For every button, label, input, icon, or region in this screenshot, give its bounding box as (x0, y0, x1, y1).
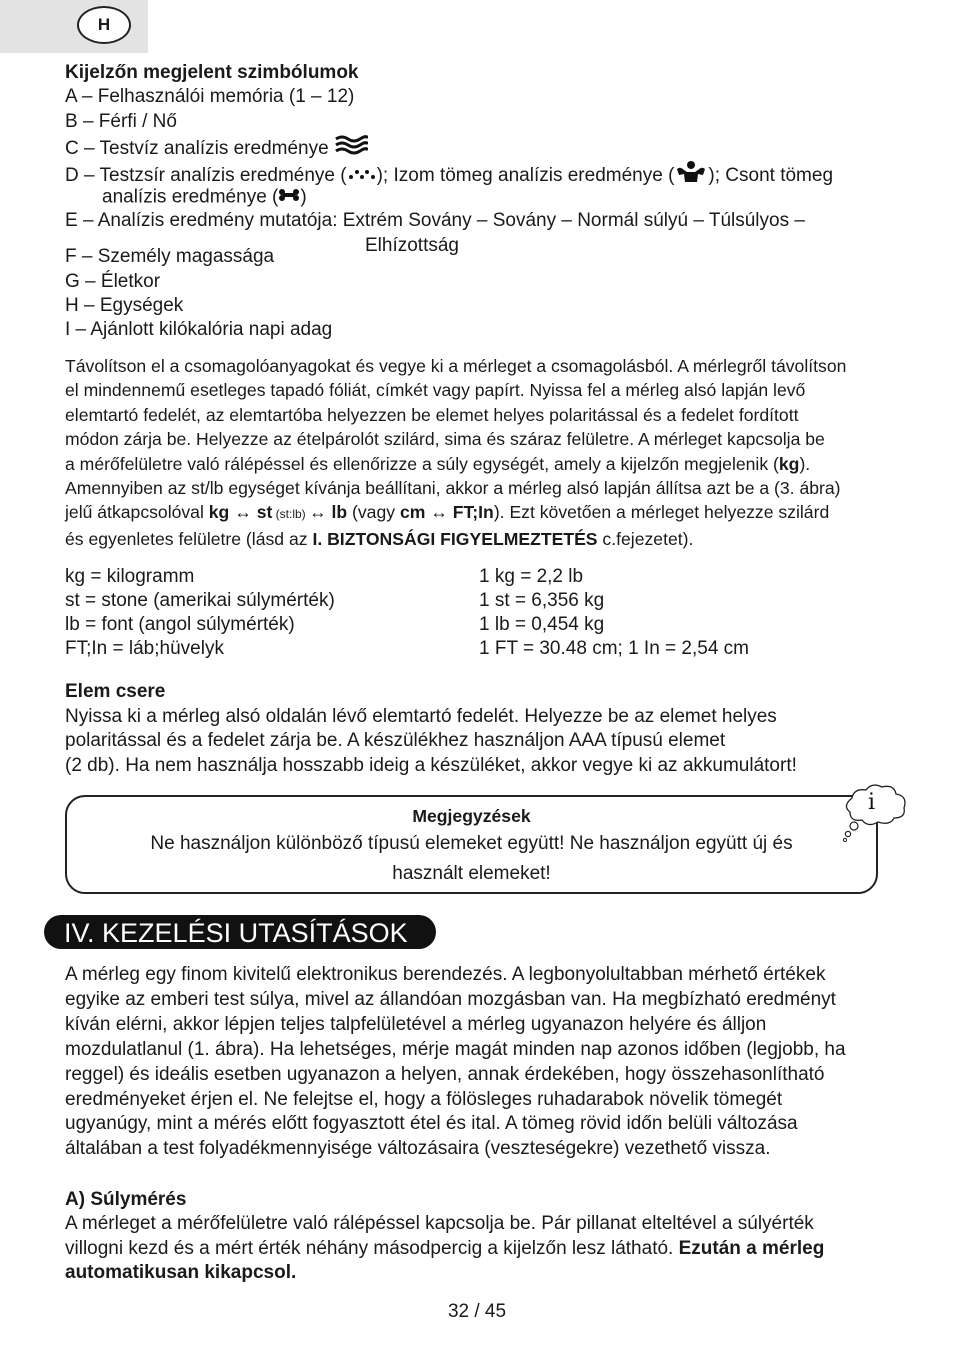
unit-conversion: 1 lb = 0,454 kg (479, 614, 605, 635)
text-run-bold: kg (208, 502, 230, 523)
paragraph-line: ugyanúgy, mint a mérés előtt fogyasztott étel és ital. A tömeg rövid időn belüli változása (65, 1113, 798, 1135)
muscle-icon (674, 160, 708, 192)
symbol-c (65, 135, 368, 163)
symbol-d-text-a: D – Testzsír analízis eredménye ( (65, 164, 347, 186)
unit-row: st = stone (amerikai súlymérték) (65, 590, 335, 611)
text-run: jelű átkapcsolóval (65, 502, 209, 523)
text-run: ). Ezt követően a mérleget helyezze szilárd (493, 502, 830, 523)
symbol-d-text-d: analízis eredménye ( (102, 186, 279, 208)
intro-line: Távolítson el a csomagolóanyagokat és vegye ki a mérleget a csomagolásból. A mérlegről távolítson (65, 356, 847, 376)
paragraph-line: kíván elérni, akkor lépjen teljes talpfelületével a mérleg ugyanazon helyére és álljon (65, 1013, 767, 1035)
intro-line (65, 500, 846, 526)
paragraph-line: eredményeket érjen el. Ne felejtse el, hogy a fölösleges ruhadarabok növelik tömegét (65, 1088, 783, 1110)
symbol-f: F – Személy magassága (65, 246, 275, 267)
fat-dots-icon (347, 164, 377, 189)
symbol-h: H – Egységek (65, 295, 184, 316)
note-line: használt elemeket! (392, 863, 551, 884)
paragraph-line: mozdulatlanul (1. ábra). Ha lehetséges, mérje magát minden nap azonos időben (legjobb, ha (65, 1038, 846, 1060)
water-waves-icon (334, 135, 368, 163)
weighing-line: A mérleget a mérőfelületre való rálépéssel kapcsolja be. Pár pillanat elteltével a súlyérték (65, 1213, 814, 1234)
intro-line (65, 452, 846, 476)
text-run-bold: kg (778, 453, 800, 474)
battery-heading: Elem csere (65, 681, 166, 702)
text-run-bold: I. BIZTONSÁGI FIGYELMEZTETÉS (312, 528, 598, 549)
symbol-g: G – Életkor (65, 271, 161, 292)
intro-line: elemtartó fedelét, az elemtartóba helyezzen be elemet helyes polaritással és a fedelet fordított (65, 404, 799, 425)
language-badge: H (77, 6, 131, 44)
symbol-d-text-c: ); Csont tömeg (708, 164, 834, 186)
paragraph-line: általában a test folyadékmennyisége változásaira (veszteségekre) vezethető vissza. (65, 1138, 771, 1160)
symbol-c-label: C – Testvíz analízis eredménye (65, 137, 329, 159)
text-run: ). (799, 453, 811, 474)
text-run: ↔ (425, 502, 453, 523)
text-run: és egyenletes felületre (lásd az (65, 528, 313, 549)
text-run-bold: FT;In (452, 502, 494, 523)
note-title: Megjegyzések (412, 806, 531, 826)
text-run: ↔ (229, 502, 257, 523)
symbol-a: A – Felhasználói memória (1 – 12) (65, 86, 355, 107)
section-title: IV. KEZELÉSI UTASÍTÁSOK (44, 915, 436, 949)
paragraph-line: reggel) és ideális esetben ugyanazon a helyen, annak érdekében, hogy összehasonlítható (65, 1063, 825, 1085)
unit-conversion: 1 st = 6,356 kg (479, 590, 605, 611)
note-line: Ne használjon különböző típusú elemeket együtt! Ne használjon együtt új és (150, 833, 793, 854)
weighing-line (65, 1237, 824, 1262)
symbol-d-text-e: ) (300, 186, 307, 208)
unit-conversion: 1 FT = 30.48 cm; 1 In = 2,54 cm (479, 638, 750, 659)
text-run-bold: cm (399, 502, 426, 523)
symbol-d-line2 (102, 185, 307, 210)
paragraph-line: A mérleg egy finom kivitelű elektronikus berendezés. A legbonyolultabban mérhető értékek (65, 964, 826, 985)
weighing-heading: A) Súlymérés (65, 1189, 187, 1210)
info-cloud-icon (838, 782, 910, 844)
paragraph-line: egyike az emberi test súlya, mivel az állandóan mozgásban van. Ha megbízható eredményt (65, 988, 836, 1010)
battery-line: polaritással és a fedelet zárja be. A készülékhez használjon AAA típusú elemet (65, 730, 726, 751)
unit-row: kg = kilogramm (65, 566, 195, 587)
unit-conversion: 1 kg = 2,2 lb (479, 566, 584, 587)
info-glyph: i (868, 790, 876, 815)
intro-line: Amennyiben az st/lb egységet kívánja beállítani, akkor a mérleg alsó lapján állítsa azt be a (3. ábra) (65, 478, 841, 499)
intro-line: módon zárja be. Helyezze az ételpárolót szilárd, sima és száraz felületre. A mérleget kapcsolja be (65, 429, 825, 450)
bone-icon (278, 185, 300, 210)
symbol-e-line1: E – Analízis eredmény mutatója: Extrém Sovány – Sovány – Normál súlyú – Túlsúlyos – (65, 210, 805, 231)
symbol-i: I – Ajánlott kilókalória napi adag (65, 319, 333, 340)
symbols-heading: Kijelzőn megjelent szimbólumok (65, 62, 359, 83)
unit-row: FT;In = láb;hüvelyk (65, 638, 224, 659)
unit-row: lb = font (angol súlymérték) (65, 614, 295, 635)
text-run: (vagy (347, 502, 400, 523)
text-run-bold: lb (331, 502, 348, 523)
intro-line: el mindennemű esetleges tapadó fóliát, címkét vagy papírt. Nyissa fel a mérleg alsó lapján levő (65, 380, 806, 401)
battery-line: Nyissa ki a mérleg alsó oldalán lévő elemtartó fedelét. Helyezze be az elemet helyes (65, 706, 777, 727)
text-run-bold: st (256, 502, 273, 523)
intro-paragraph (65, 354, 846, 551)
section-paragraph (65, 963, 846, 1162)
weighing-line: automatikusan kikapcsol. (65, 1262, 297, 1283)
text-run: c.fejezetet). (597, 528, 694, 549)
symbol-b: B – Férfi / Nő (65, 111, 177, 132)
text-run: villogni kezd és a mért érték néhány másodpercig a kijelzőn lesz látható. (65, 1238, 679, 1259)
battery-line: (2 db). Ha nem használja hosszabb ideig a készüléket, akkor vegye ki az akkumulátort! (65, 755, 797, 776)
symbol-e-line2: Elhízottság (365, 235, 459, 256)
text-run: a mérőfelületre való rálépéssel és ellenőrizze a súly egységét, amely a kijelzőn megjelenik ( (65, 453, 779, 474)
text-run: ↔ (309, 502, 332, 523)
text-run-bold: Ezután a mérleg (678, 1238, 825, 1259)
symbol-d-text-b: ); Izom tömeg analízis eredménye ( (376, 164, 675, 186)
note-box (65, 795, 878, 894)
page-number: 32 / 45 (447, 1301, 507, 1322)
intro-line (65, 527, 846, 551)
text-run-small: (st:lb) (272, 507, 310, 522)
